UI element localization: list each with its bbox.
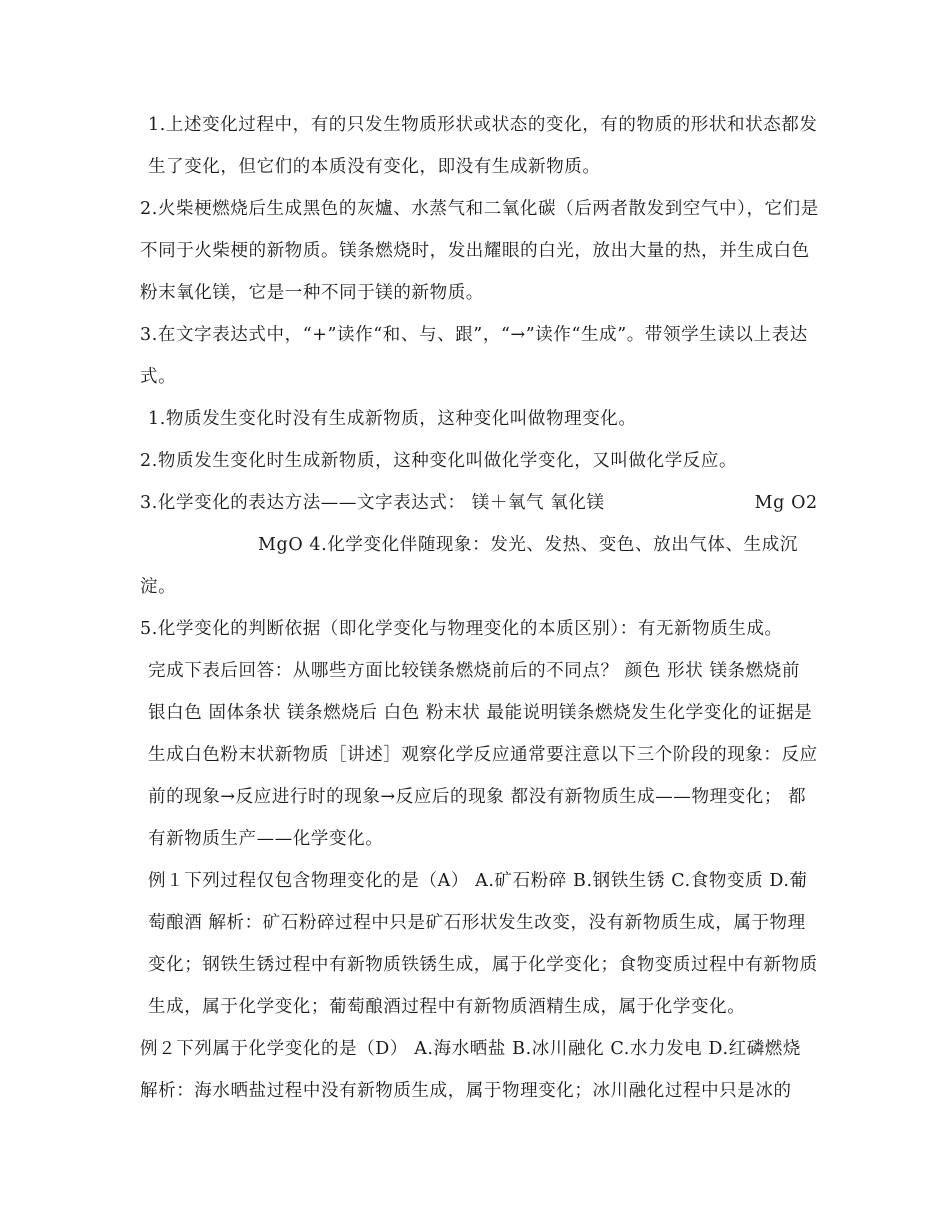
paragraph-example-1: 例１下列过程仅包含物理变化的是（A） A.矿石粉碎 B.钢铁生锈 C.食物变质 D.葡萄酿酒 解析：矿石粉碎过程中只是矿石形状发生改变，没有新物质生成，属于物理变化；钢铁生锈过程中有新物质铁锈生成，属于化学变化；食物变质过程中有新物质生成，属于化学变化；葡萄酿酒过程中有新物质酒精生成，属于化学变化。 <box>148 871 818 1017</box>
paragraph-judgment-basis: 5.化学变化的判断依据（即化学变化与物理变化的本质区别）：有无新物质生成。 <box>140 619 783 639</box>
paragraph-word-equation <box>140 482 820 608</box>
phenomena-text: MgO 4.化学变化伴随现象：发光、发热、变色、放出气体、生成沉淀。 <box>140 535 798 597</box>
word-equation-text: 3.化学变化的表达方法——文字表达式： 镁＋氧气 氧化镁 <box>140 493 605 513</box>
paragraph-physical-definition: 1.物质发生变化时没有生成新物质，这种变化叫做物理变化。 <box>148 409 637 429</box>
paragraph-magnesium-comparison: 完成下表后回答：从哪些方面比较镁条燃烧前后的不同点？ 颜色 形状 镁条燃烧前 银白色 固体条状 镁条燃烧后 白色 粉末状 最能说明镁条燃烧发生化学变化的证据是生成白色粉末状新物质［讲述］观察化学反应通常要注意以下三个阶段的现象：反应前的现象→反应进行时的现象→反应后的现象 都没有新物质生成——物理变化； 都有新物质生产——化学变化。 <box>148 661 818 849</box>
symbol-equation-text: Mg O2 <box>754 493 818 513</box>
paragraph-example-2: 例２下列属于化学变化的是（D） A.海水晒盐 B.冰川融化 C.水力发电 D.红磷燃烧 解析：海水晒盐过程中没有新物质生成，属于物理变化；冰川融化过程中只是冰的 <box>140 1039 802 1101</box>
paragraph-physical-change-note: 1.上述变化过程中，有的只发生物质形状或状态的变化，有的物质的形状和状态都发生了变化，但它们的本质没有变化，即没有生成新物质。 <box>148 115 818 177</box>
paragraph-combustion-note: 2.火柴梗燃烧后生成黑色的灰爐、水蒸气和二氧化碳（后两者散发到空气中），它们是不同于火柴梗的新物质。镁条燃烧时，发出耀眼的白光，放出大量的热，并生成白色粉末氧化镁，它是一种不同于镁的新物质。 <box>140 199 819 303</box>
paragraph-expression-reading: 3.在文字表达式中，“+”读作“和、与、跟”，“→”读作“生成”。带领学生读以上表达式。 <box>140 325 808 387</box>
paragraph-chemical-definition: 2.物质发生变化时生成新物质，这种变化叫做化学变化，又叫做化学反应。 <box>140 451 738 471</box>
